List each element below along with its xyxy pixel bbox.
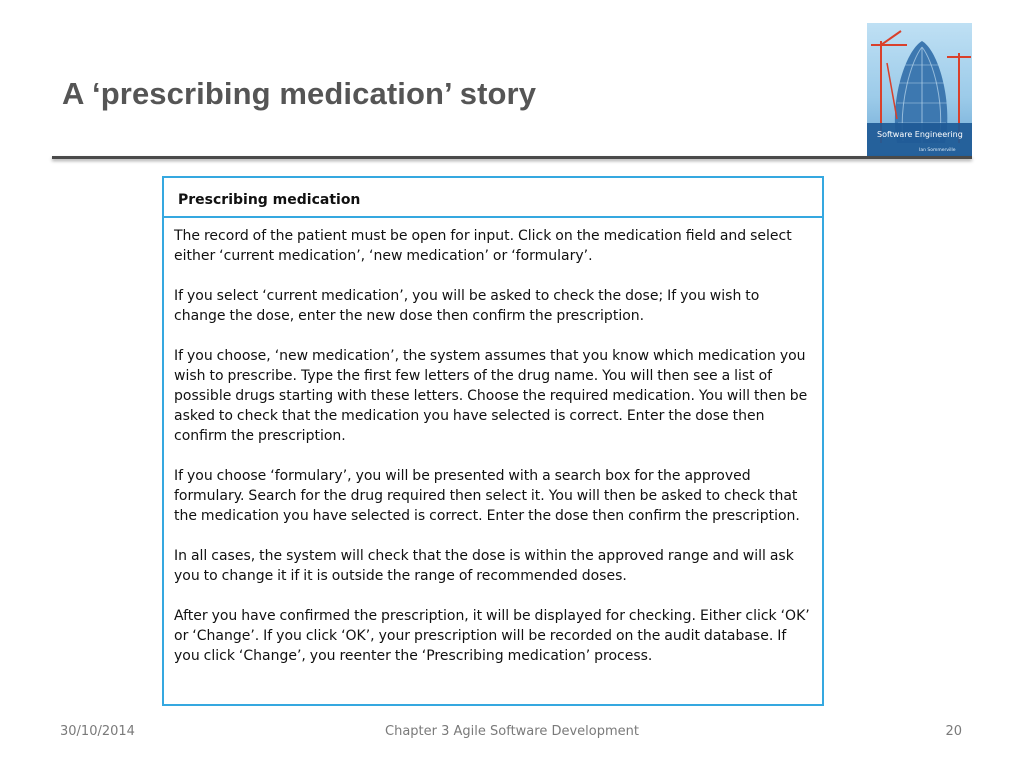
story-paragraph: If you choose, ‘new medication’, the system assumes that you know which medication you wish to prescribe. Type the first few letters of the drug name. You will then see a list of possible drugs starting with these letters. Choose the required medication. You will then be asked to check that the medication you have selected is correct. Enter the dose then confirm the prescription. bbox=[174, 348, 808, 444]
cover-title: Software Engineering bbox=[877, 130, 963, 139]
story-paragraph: The record of the patient must be open for input. Click on the medication field and select either ‘current medication’, ‘new medication’ or ‘formulary’. bbox=[174, 228, 792, 264]
story-paragraph: In all cases, the system will check that the dose is within the approved range and will ask you to change it if it is outside the range of recommended doses. bbox=[174, 548, 794, 584]
story-card-heading: Prescribing medication bbox=[164, 178, 822, 218]
footer-date: 30/10/2014 bbox=[60, 724, 135, 739]
cover-author: Ian Sommerville bbox=[919, 148, 956, 153]
story-paragraph: If you choose ‘formulary’, you will be presented with a search box for the approved formulary. Search for the drug required then select it. You will then be asked to check that the medication you have selected is correct. Enter the dose then confirm the prescription. bbox=[174, 468, 800, 524]
story-paragraph: If you select ‘current medication’, you will be asked to check the dose; If you wish to change the dose, enter the new dose then confirm the prescription. bbox=[174, 288, 760, 324]
title-divider bbox=[52, 156, 972, 159]
story-card bbox=[162, 176, 824, 706]
book-cover-illustration bbox=[867, 23, 972, 158]
footer-chapter: Chapter 3 Agile Software Development bbox=[385, 724, 639, 739]
slide-title: A ‘prescribing medication’ story bbox=[62, 76, 537, 111]
footer-page-number: 20 bbox=[945, 724, 962, 739]
story-card-body bbox=[164, 218, 822, 666]
story-paragraph: After you have confirmed the prescription, it will be displayed for checking. Either click ‘OK’ or ‘Change’. If you click ‘OK’, your prescription will be recorded on the audit database. If you click ‘Change’, you reenter the ‘Prescribing medication’ process. bbox=[174, 608, 810, 664]
book-cover-image bbox=[867, 23, 972, 158]
